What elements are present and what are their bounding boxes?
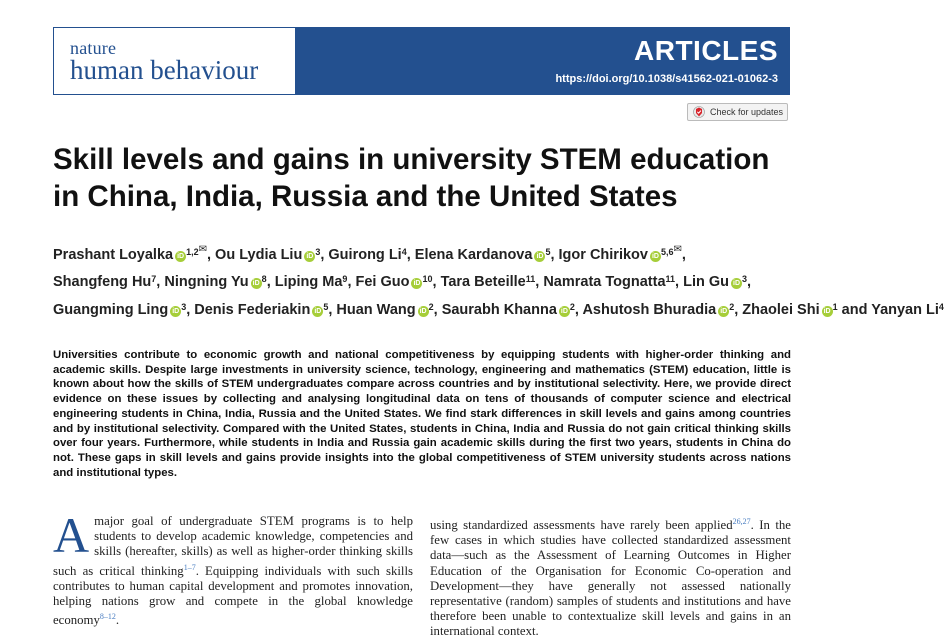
author-name-text: Lin Gu [683,274,730,291]
affiliation-superscript: 8 [261,274,267,285]
body-text: . In the few cases in which studies have collected standardized assessment data—such as the Assessment of Learning Outcomes in Higher Education of the Organisation for Economic Co-operation and Development—they have generally not assessed nationally representative (random) samples of students and institutions and have therefore been unable to contextualize skill levels and gains in an international context. [430,518,791,639]
reference-link[interactable]: 8–12 [99,612,116,622]
author-name-text: Tara Beteille [440,274,526,291]
author-name-text: Fei Guo [355,274,410,291]
author-name-text: Yanyan Li [871,301,939,318]
orcid-icon[interactable]: iD [651,253,659,260]
author-name[interactable] [683,274,747,290]
affiliation-superscript: 10 [422,274,433,285]
author-name-text: Igor Chirikov [558,247,648,263]
author-name[interactable] [336,302,433,318]
crossmark-icon [693,106,705,118]
affiliation-superscript: 4 [401,247,407,257]
body-column-right [430,514,791,640]
author-name-text: Guirong Li [328,247,402,263]
author-name[interactable] [53,274,156,290]
author-name[interactable] [442,302,575,318]
check-updates-label: Check for updates [710,107,784,117]
author-name-text: Huan Wang [336,301,416,318]
author-name-text: Namrata Tognatta [543,274,666,291]
abstract: Universities contribute to economic growth and national competitiveness by equipping students with higher-order thinking and academic skills. Despite large investments in university science, technology, engineering and mathematics (STEM) education, little is known about how the skills of STEM undergraduates compare across countries and by institutional selectivity. Here, we provide direct evidence on these issues by collecting and analysing longitudinal data on tens of thousands of computer science and electrical engineering students in China, India, Russia and the United States. We find stark differences in skill levels and gains among countries and by institutional selectivity. Compared with the United States, students in China, India and Russia do not gain critical thinking skills over four years. Furthermore, while students in India and Russia gain academic skills during the first two years, students in China do not. These gaps in skill levels and gains provide insights into the global competitiveness of STEM university students across nations and institutional types. [53,349,791,479]
affiliation-superscript: 3 [742,274,748,285]
author-name[interactable] [215,247,320,263]
author-name[interactable] [164,274,266,290]
author-name[interactable] [415,247,551,263]
orcid-icon[interactable]: iD [720,307,728,315]
orcid-icon[interactable]: iD [823,307,831,315]
journal-masthead [53,27,790,95]
author-name[interactable] [871,302,944,318]
article-title: Skill levels and gains in university STEM education in China, India, Russia and the United States [53,143,770,213]
orcid-icon[interactable]: iD [252,280,260,288]
envelope-icon[interactable]: ✉ [673,244,682,255]
author-name[interactable] [328,247,406,263]
body-text: using standardized assessments have rarely been applied [430,518,733,532]
affiliation-superscript: 4 [938,301,944,312]
orcid-icon[interactable]: iD [306,253,314,260]
author-name-text: Elena Kardanova [414,247,533,263]
reference-link[interactable]: 26,27 [732,517,751,526]
affiliation-superscript: 2 [428,301,434,312]
affiliation-superscript: 7 [151,274,157,285]
journal-logo[interactable] [54,28,295,94]
author-name[interactable] [53,302,186,318]
orcid-icon[interactable]: iD [419,307,427,315]
author-name[interactable] [742,302,837,318]
affiliation-superscript: 11 [525,274,536,285]
body-column-left [53,507,413,628]
logo-journal-name: human behaviour [70,55,259,85]
check-for-updates-button[interactable] [687,103,788,121]
affiliation-superscript: 5,6✉ [660,244,682,257]
author-name[interactable] [441,274,536,290]
doi-link[interactable]: https://doi.org/10.1038/s41562-021-01062-3 [555,73,778,85]
author-name[interactable] [582,302,734,318]
author-name-text: Shangfeng Hu [53,274,152,291]
affiliation-superscript: 2 [729,301,735,312]
author-name[interactable] [543,274,675,290]
logo-nature-text: nature [70,38,117,58]
author-name[interactable] [53,244,207,263]
body-text: . [115,613,120,628]
orcid-icon[interactable]: iD [413,280,421,288]
author-name[interactable] [194,302,328,318]
body-text: major goal of undergraduate STEM programs is to help students to develop academic knowledge, competencies and skills (hereafter, skills) as well as higher-order thinking skills such as critical thinking [53,514,413,578]
author-name-text: Liping Ma [274,274,343,291]
drop-cap: A [53,507,90,563]
author-name[interactable] [275,274,348,290]
orcid-icon[interactable]: iD [314,307,322,315]
author-name-text: Saurabh Khanna [441,301,557,318]
orcid-icon[interactable]: iD [536,253,544,260]
orcid-icon[interactable]: iD [177,253,185,260]
orcid-icon[interactable]: iD [560,307,568,315]
affiliation-superscript: 5 [545,247,551,257]
affiliation-superscript: 3 [181,301,187,312]
envelope-icon[interactable]: ✉ [198,244,207,255]
author-name-text: Denis Federiakin [194,301,311,318]
author-name[interactable] [356,274,433,290]
affiliation-superscript: 2 [569,301,575,312]
author-name-text: Guangming Ling [53,301,169,318]
affiliation-superscript: 5 [323,301,329,312]
section-label: ARTICLES [634,35,778,66]
author-name-text: Ningning Yu [164,274,249,291]
author-name-text: Prashant Loyalka [53,247,174,263]
body-text: . Equipping individuals with such skills contributes to human capital development and promotes innovation, helping nations grow and compete in the global knowledge economy [53,563,413,628]
affiliation-superscript: 3 [315,247,321,257]
reference-link[interactable]: 1–7 [183,562,196,572]
affiliation-superscript: 9 [342,274,348,285]
author-name[interactable] [558,244,682,263]
author-name-text: Ashutosh Bhuradia [582,301,717,318]
affiliation-superscript: 11 [665,274,676,285]
orcid-icon[interactable]: iD [172,307,180,315]
author-name-text: Ou Lydia Liu [215,247,303,263]
affiliation-superscript: 1,2✉ [186,244,207,257]
affiliation-superscript: 1 [832,301,838,312]
author-list: Prashant Loyalka iD $^{1,2✉}$, Ou Lydia Liu iD $^3$, Guirong Li$^4$, Elena Kardanova iD $^5$, Igor Chirikov iD $^{5,6✉}$, Shangfeng Hu$^7$, Ningning Yu iD $^8$, Liping Ma$^9$, Fei Guo iD $^{10}$, Tara Beteille$^{11}$, Namrata Tognatta$^{11}$, Lin Gu iD $^3$, Guangming Ling iD $^3$, Denis Federiakin iD $^5$, Huan Wang iD $^2$, Saurabh Khanna iD $^2$, Ashutosh Bhuradia iD $^2$, Zhaolei Shi iD $^1$ and Yanyan Li$^4$ [53,244,944,318]
orcid-icon[interactable]: iD [733,280,741,288]
author-name-text: Zhaolei Shi [742,301,820,318]
